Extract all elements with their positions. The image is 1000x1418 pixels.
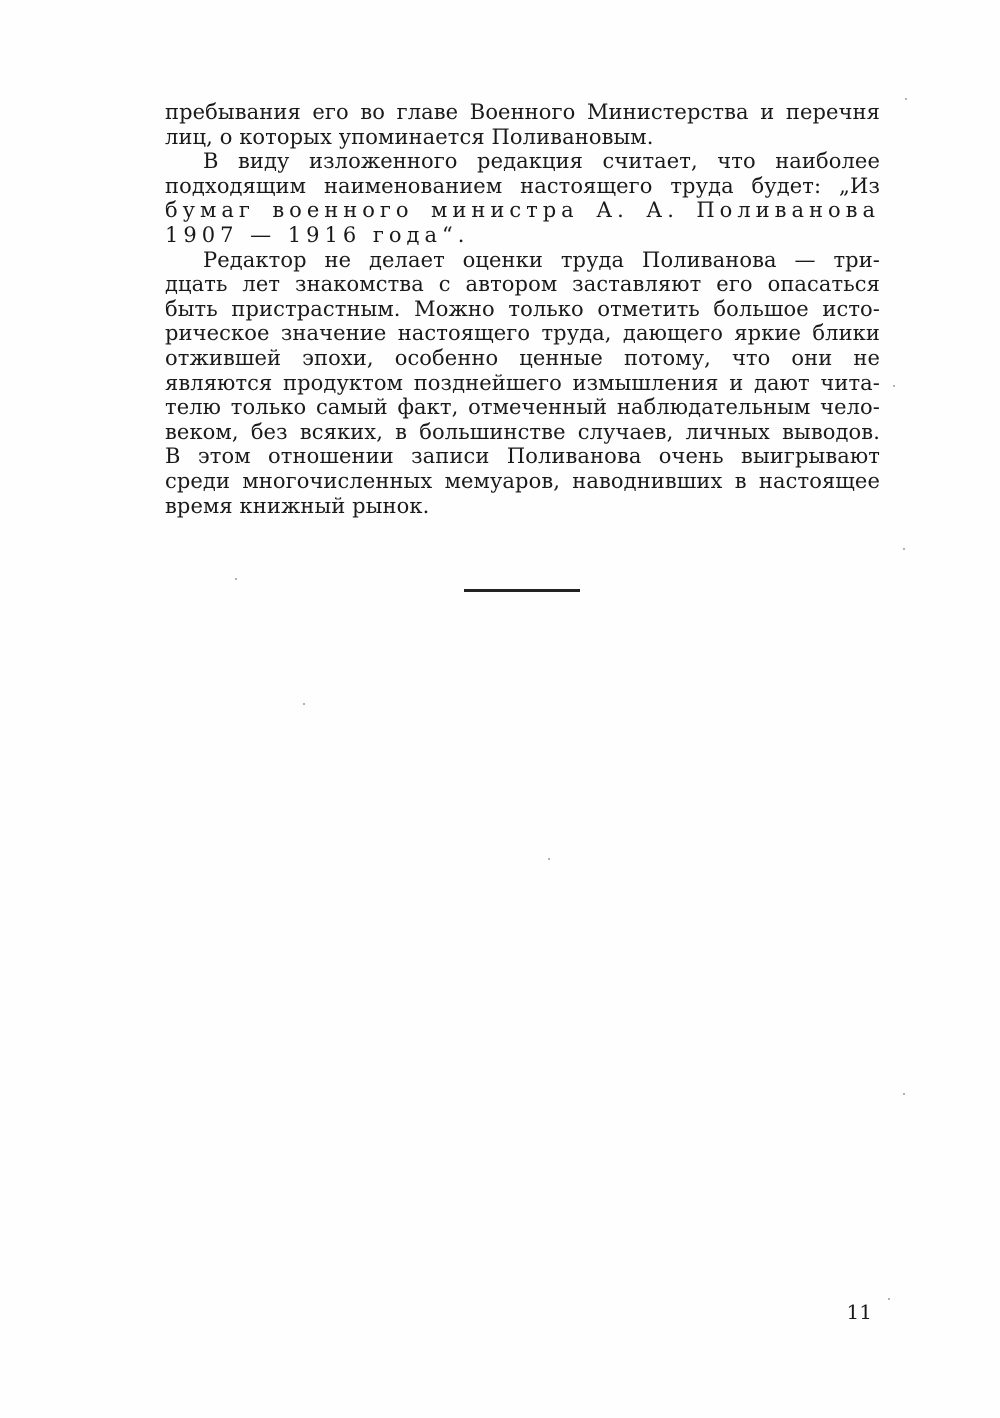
text-line: В виду изложенного редакция считает, что наиболее	[203, 149, 880, 174]
body-text	[165, 100, 880, 518]
text-line: среди многочисленных мемуаров, наводнивших в настоящее	[165, 468, 880, 493]
text-line: Редактор не делает оценки труда Поливанова — три-	[203, 247, 880, 272]
scan-speck	[905, 98, 907, 100]
scan-speck	[893, 385, 895, 387]
scan-speck	[888, 1298, 890, 1300]
text-line: бумаг военного министра А. А. Поливанова	[165, 198, 880, 223]
text-line: дцать лет знакомства с автором заставляют его опасаться	[165, 272, 880, 297]
text-line: подходящим наименованием настоящего труда будет: „Из	[165, 173, 880, 198]
text-line: время книжный рынок.	[165, 493, 430, 518]
scan-speck	[903, 548, 905, 550]
scan-speck	[903, 1093, 905, 1095]
text-line: пребывания его во главе Военного Министерства и перечня	[165, 100, 880, 124]
text-line: телю только самый факт, отмеченный наблюдательным чело-	[165, 395, 880, 420]
scan-speck	[548, 858, 550, 860]
text-line: являются продуктом позднейшего измышления и дают чита-	[165, 370, 880, 395]
text-line: 1907 — 1916 года“.	[165, 222, 470, 247]
text-line: рическое значение настоящего труда, дающего яркие блики	[165, 321, 880, 346]
text-line: отжившей эпохи, особенно ценные потому, что они не	[165, 345, 880, 370]
scan-speck	[235, 578, 237, 580]
text-line: веком, без всяких, в большинстве случаев, личных выводов.	[165, 419, 880, 444]
section-divider	[464, 589, 580, 592]
text-line: В этом отношении записи Поливанова очень выигрывают	[165, 444, 880, 469]
scan-speck	[303, 703, 305, 705]
text-line: лиц, о которых упоминается Поливановым.	[165, 124, 654, 149]
page-number: 11	[846, 1300, 872, 1324]
text-line: быть пристрастным. Можно только отметить большое исто-	[165, 296, 880, 321]
